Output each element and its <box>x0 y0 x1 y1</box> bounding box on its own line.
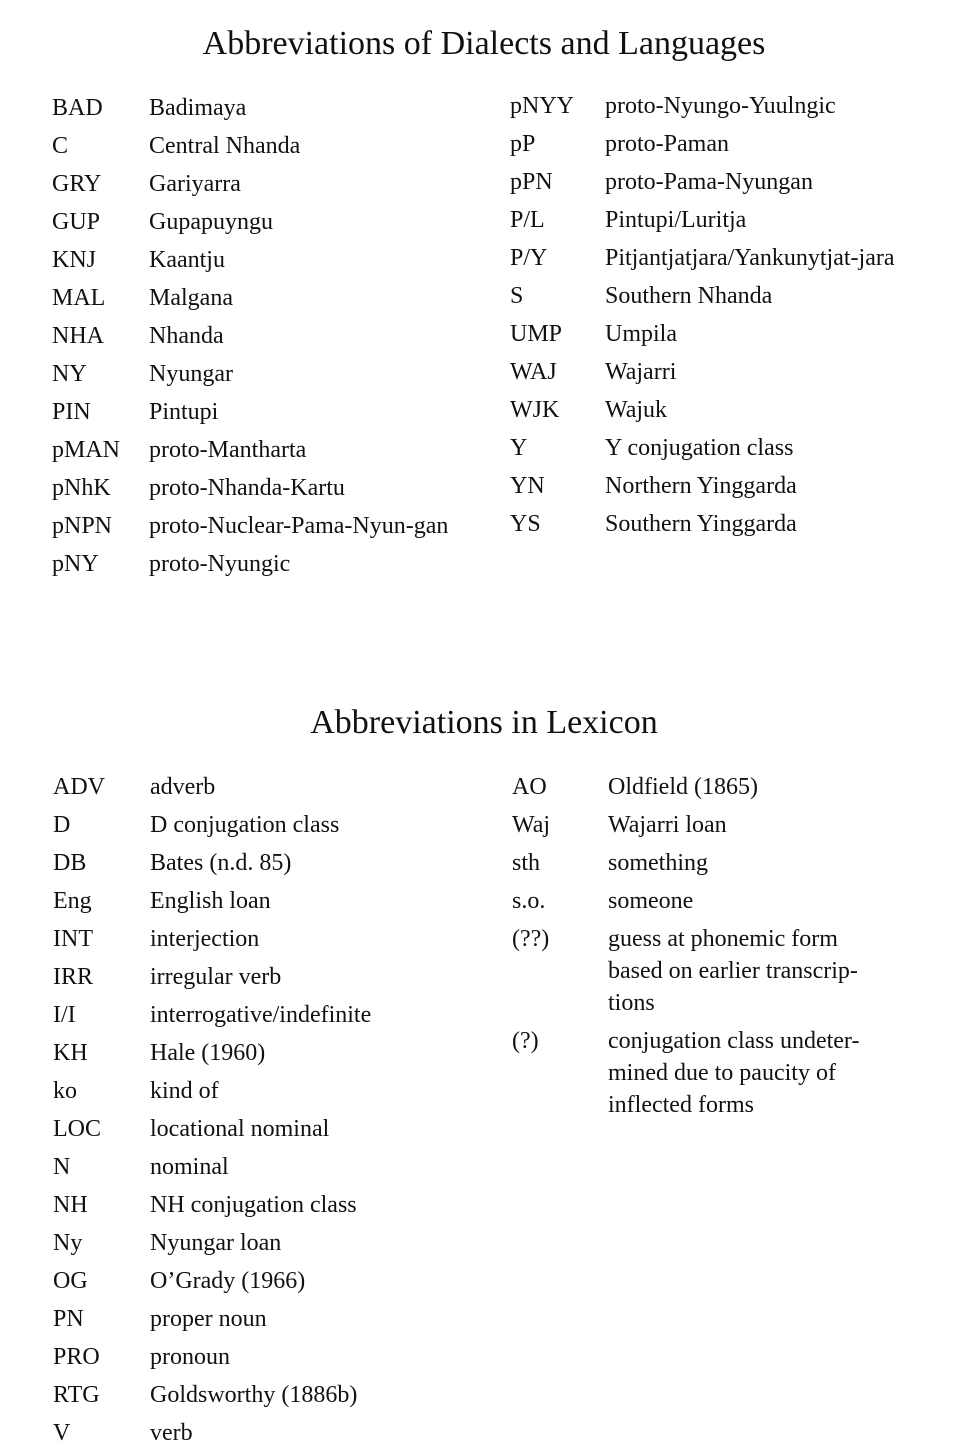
abbreviation-row <box>53 1186 493 1224</box>
definition: Hale (1960) <box>150 1040 266 1066</box>
abbreviation: sth <box>512 850 541 876</box>
definition: guess at phonemic form based on earlier transcrip-tions <box>608 926 858 1016</box>
abbreviation: ADV <box>53 774 105 800</box>
definition: something <box>608 850 708 876</box>
abbreviation: AO <box>512 774 547 800</box>
definition: proto-Nhanda-Kartu <box>149 475 345 501</box>
lexicon-right-column <box>512 768 932 1124</box>
definition: Nyungar loan <box>150 1230 282 1256</box>
abbreviation: IRR <box>53 964 94 990</box>
abbreviation: pNhK <box>52 475 111 501</box>
abbreviation-row <box>53 1110 493 1148</box>
abbreviation-row <box>52 393 472 431</box>
abbreviation: PIN <box>52 399 91 425</box>
abbreviation-row <box>52 317 472 355</box>
definition: someone <box>608 888 694 914</box>
abbreviation-row <box>510 163 930 201</box>
definition: adverb <box>150 774 216 800</box>
definition: proto-Mantharta <box>149 437 307 463</box>
definition: Oldfield (1865) <box>608 774 758 800</box>
abbreviation-row <box>52 431 472 469</box>
definition: Nhanda <box>149 323 224 349</box>
abbreviation-row <box>510 391 930 429</box>
definition: English loan <box>150 888 271 914</box>
abbreviation: INT <box>53 926 93 952</box>
definition: verb <box>150 1420 193 1446</box>
abbreviation-row <box>52 241 472 279</box>
definition: conjugation class undeter-mined due to paucity of inflected forms <box>608 1028 860 1118</box>
abbreviation: RTG <box>53 1382 100 1408</box>
abbreviation: PN <box>53 1306 84 1332</box>
definition: D conjugation class <box>150 812 340 838</box>
abbreviation-row <box>53 1148 493 1186</box>
definition: locational nominal <box>150 1116 330 1142</box>
definition: Southern Yinggarda <box>605 511 797 537</box>
definition: Wajarri loan <box>608 812 727 838</box>
abbreviation-row <box>53 1376 493 1414</box>
abbreviation-row <box>52 203 472 241</box>
abbreviation: pNPN <box>52 513 113 539</box>
definition: proper noun <box>150 1306 267 1332</box>
definition: Pintupi/Luritja <box>605 207 747 233</box>
abbreviation-row <box>53 1224 493 1262</box>
abbreviation: PRO <box>53 1344 100 1370</box>
abbreviation-row <box>53 1034 493 1072</box>
abbreviation-row <box>53 920 493 958</box>
abbreviation: ko <box>53 1078 77 1104</box>
abbreviation: KH <box>53 1040 88 1066</box>
definition: proto-Nyungo-Yuulngic <box>605 93 836 119</box>
definition: Y conjugation class <box>605 435 794 461</box>
abbreviation: NY <box>52 361 87 387</box>
abbreviation: P/L <box>510 207 545 233</box>
abbreviation-row <box>52 279 472 317</box>
abbreviation: pMAN <box>52 437 121 463</box>
abbreviation: C <box>52 133 69 159</box>
abbreviation-row <box>510 239 930 277</box>
abbreviation-row <box>510 277 930 315</box>
abbreviation: NHA <box>52 323 104 349</box>
abbreviation: I/I <box>53 1002 76 1028</box>
abbreviation: pPN <box>510 169 553 195</box>
lexicon-heading: Abbreviations in Lexicon <box>310 704 658 741</box>
abbreviation-row <box>52 165 472 203</box>
abbreviation-row <box>52 507 472 545</box>
definition: O’Grady (1966) <box>150 1268 306 1294</box>
definition: Kaantju <box>149 247 225 273</box>
abbreviation: LOC <box>53 1116 101 1142</box>
abbreviation: P/Y <box>510 245 548 271</box>
dialects-right-column <box>510 87 930 543</box>
abbreviation-row <box>510 353 930 391</box>
abbreviation: MAL <box>52 285 106 311</box>
abbreviation-row <box>52 127 472 165</box>
dialects-heading: Abbreviations of Dialects and Languages <box>202 25 766 62</box>
abbreviation: Waj <box>512 812 551 838</box>
abbreviation-row <box>52 355 472 393</box>
abbreviation: s.o. <box>512 888 546 914</box>
definition: Northern Yinggarda <box>605 473 797 499</box>
abbreviation-row <box>512 844 932 882</box>
abbreviation-row <box>53 882 493 920</box>
definition: proto-Paman <box>605 131 729 157</box>
definition: proto-Nyungic <box>149 551 291 577</box>
abbreviation: YN <box>510 473 545 499</box>
definition: proto-Pama-Nyungan <box>605 169 813 195</box>
abbreviation-row <box>52 545 472 583</box>
definition: Gupapuyngu <box>149 209 273 235</box>
abbreviation-row <box>512 920 932 1022</box>
abbreviation: pNYY <box>510 93 574 119</box>
definition: Bates (n.d. 85) <box>150 850 292 876</box>
definition: Umpila <box>605 321 677 347</box>
abbreviation-row <box>53 996 493 1034</box>
abbreviation: (??) <box>512 926 550 952</box>
abbreviation-row <box>53 844 493 882</box>
abbreviation: OG <box>53 1268 88 1294</box>
definition: Gariyarra <box>149 171 241 197</box>
abbreviation-row <box>512 882 932 920</box>
abbreviation-row <box>53 1300 493 1338</box>
abbreviation-row <box>53 1414 493 1452</box>
abbreviation-row <box>510 467 930 505</box>
abbreviation: BAD <box>52 95 103 121</box>
definition: Wajuk <box>605 397 668 423</box>
dialects-left-column <box>52 89 472 583</box>
abbreviation: GUP <box>52 209 101 235</box>
abbreviation: GRY <box>52 171 102 197</box>
abbreviation: N <box>53 1154 71 1180</box>
abbreviation: Y <box>510 435 528 461</box>
abbreviation: pNY <box>52 551 99 577</box>
abbreviation: S <box>510 283 524 309</box>
definition: Central Nhanda <box>149 133 301 159</box>
abbreviation: KNJ <box>52 247 97 273</box>
definition: proto-Nuclear-Pama-Nyun-gan <box>149 513 449 539</box>
definition: Pintupi <box>149 399 219 425</box>
abbreviation-row <box>510 125 930 163</box>
abbreviation-row <box>53 1262 493 1300</box>
definition: Wajarri <box>605 359 677 385</box>
abbreviation-row <box>53 806 493 844</box>
abbreviation-row <box>512 806 932 844</box>
definition: Goldsworthy (1886b) <box>150 1382 358 1408</box>
abbreviation: DB <box>53 850 87 876</box>
definition: irregular verb <box>150 964 282 990</box>
abbreviation-row <box>510 201 930 239</box>
lexicon-left-column <box>53 768 493 1452</box>
abbreviation-row <box>510 315 930 353</box>
abbreviation: Ny <box>53 1230 83 1256</box>
definition: Malgana <box>149 285 233 311</box>
abbreviation-row <box>512 768 932 806</box>
abbreviation-row <box>53 1072 493 1110</box>
abbreviation-row <box>53 768 493 806</box>
abbreviation-row <box>510 505 930 543</box>
abbreviation: YS <box>510 511 541 537</box>
abbreviation-row <box>512 1022 932 1124</box>
abbreviation: Eng <box>53 888 92 914</box>
abbreviation-row <box>52 89 472 127</box>
definition: interjection <box>150 926 260 952</box>
definition: Southern Nhanda <box>605 283 773 309</box>
abbreviation-row <box>53 958 493 996</box>
definition: kind of <box>150 1078 219 1104</box>
abbreviation: WAJ <box>510 359 557 385</box>
definition: Pitjantjatjara/Yankunytjat-jara <box>605 245 895 271</box>
abbreviation-row <box>510 429 930 467</box>
abbreviation-row <box>53 1338 493 1376</box>
abbreviation: NH <box>53 1192 88 1218</box>
abbreviation: V <box>53 1420 71 1446</box>
abbreviation: D <box>53 812 71 838</box>
definition: interrogative/indefinite <box>150 1002 372 1028</box>
abbreviation: pP <box>510 131 536 157</box>
definition: nominal <box>150 1154 229 1180</box>
definition: pronoun <box>150 1344 230 1370</box>
abbreviation: UMP <box>510 321 563 347</box>
definition: Nyungar <box>149 361 233 387</box>
definition: Badimaya <box>149 95 247 121</box>
abbreviation-row <box>510 87 930 125</box>
abbreviation: WJK <box>510 397 560 423</box>
abbreviation: (?) <box>512 1028 539 1054</box>
abbreviation-row <box>52 469 472 507</box>
definition: NH conjugation class <box>150 1192 357 1218</box>
